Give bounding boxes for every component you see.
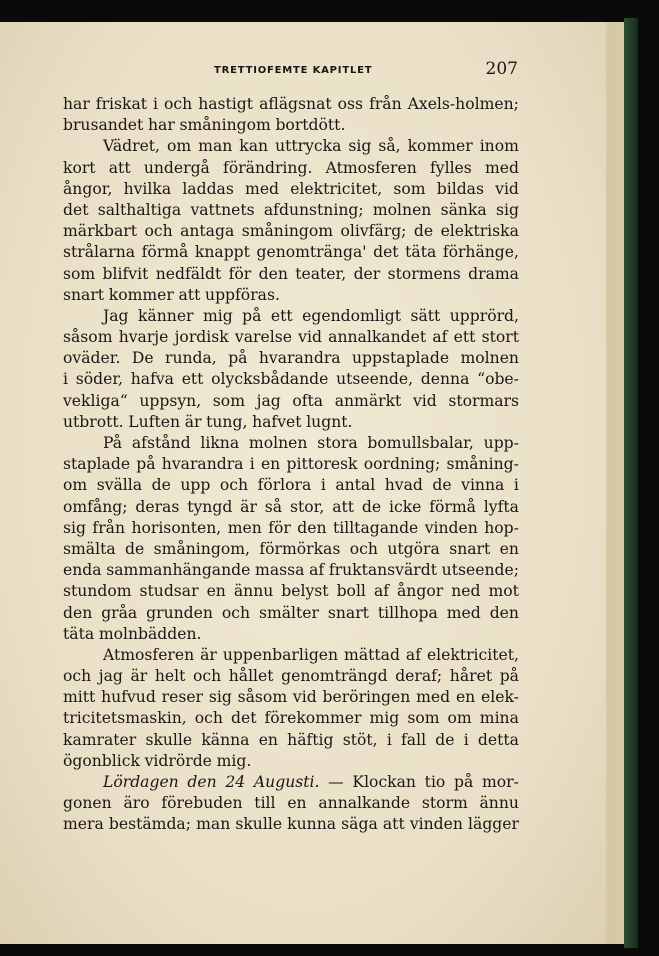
text-line: ångor, hvilka laddas med elektricitet, som bildas vid xyxy=(63,179,519,198)
text-line: som blifvit nedfäldt för den teater, der stormens drama xyxy=(63,264,519,283)
text-line: kort att undergå förändring. Atmosferen fylles med xyxy=(63,158,519,177)
text-line: brusandet har småningom bortdött. xyxy=(63,116,346,135)
text-line: om svälla de upp och förlora i antal hvad de vinna i xyxy=(63,476,519,495)
text-line: oväder. De runda, på hvarandra uppstaplade molnen xyxy=(63,349,519,368)
text-line: enda sammanhängande massa af fruktansvärdt utseende; xyxy=(63,561,519,580)
text-line: omfång; deras tyngd är så stor, att de icke förmå lyfta xyxy=(63,497,519,516)
text-line: den gråa grunden och smälter snart tillhopa med den xyxy=(63,603,519,622)
page-number: 207 xyxy=(485,59,518,79)
text-line: märkbart och antaga småningom olivfärg; de elektriska xyxy=(63,222,519,241)
text-line: Vädret, om man kan uttrycka sig så, kommer inom xyxy=(103,137,519,156)
text-line: stundom studsar en ännu belyst boll af ångor ned mot xyxy=(63,582,519,601)
text-line: i söder, hafva ett olycksbådande utseende, denna “obe- xyxy=(63,370,519,389)
text-line: mitt hufvud reser sig såsom vid beröringen med en elek- xyxy=(63,688,519,707)
text-line: strålarna förmå knappt genomtränga' det täta förhänge, xyxy=(63,243,519,262)
text-line: snart kommer att uppföras. xyxy=(63,285,280,304)
body-text xyxy=(63,94,519,836)
page-header xyxy=(62,52,520,79)
text-line: smälta de småningom, förmörkas och utgöra snart en xyxy=(63,539,519,558)
text-line: mera bestämda; man skulle kunna säga att vinden lägger xyxy=(63,815,519,834)
text-line: staplade på hvarandra i en pittoresk oordning; småning- xyxy=(63,455,519,474)
running-title: TRETTIOFEMTE KAPITLET xyxy=(214,65,373,76)
text-line: vekliga“ uppsyn, som jag ofta anmärkt vid stormars xyxy=(63,391,519,410)
text-line: utbrott. Luften är tung, hafvet lugnt. xyxy=(63,412,353,431)
text-line: ögonblick vidrörde mig. xyxy=(63,751,252,770)
text-line: Atmosferen är uppenbarligen mättad af elektricitet, xyxy=(103,645,519,664)
text-line: och jag är helt och hållet genomträngd deraf; håret på xyxy=(63,667,519,686)
text-line: sig från horisonten, men för den tilltagande vinden hop- xyxy=(63,518,519,537)
text-line: Jag känner mig på ett egendomligt sätt upprörd, xyxy=(103,306,519,325)
text-line: såsom hvarje jordisk varelse vid annalkandet af ett stort xyxy=(63,328,519,347)
text-line: gonen äro förebuden till en annalkande storm ännu xyxy=(63,794,519,813)
text-line: det salthaltiga vattnets afdunstning; molnen sänka sig xyxy=(63,200,519,219)
text-line: Lördagen den 24 Augusti. — Klockan tio på mor- xyxy=(103,773,519,791)
text-line: kamrater skulle känna en häftig stöt, i fall de i detta xyxy=(63,730,519,749)
page-edges xyxy=(606,22,624,944)
book-cover-edge xyxy=(624,18,638,948)
text-line: tricitetsmaskin, och det förekommer mig som om mina xyxy=(63,709,519,728)
text-line: täta molnbädden. xyxy=(63,624,202,643)
text-line: har friskat i och hastigt aflägsnat oss från Axels-holmen; xyxy=(63,95,519,113)
text-line: På afstånd likna molnen stora bomullsbalar, upp- xyxy=(103,434,519,452)
